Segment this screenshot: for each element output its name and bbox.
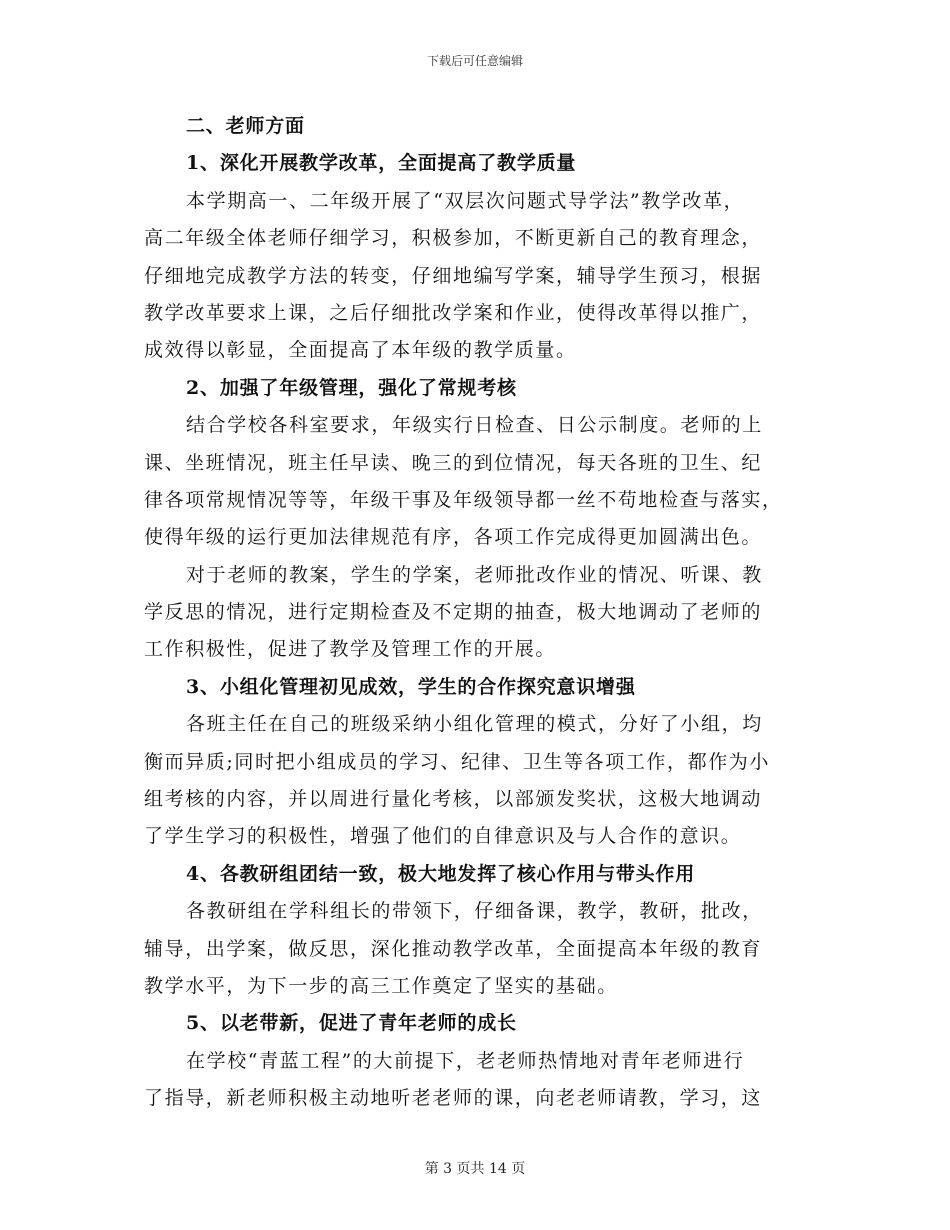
section-heading: 2、加强了年级管理，强化了常规考核	[186, 376, 517, 399]
paragraph-line: 各教研组在学科组长的带领下，仔细备课，教学，教研，批改，	[186, 900, 763, 923]
paragraph-line: 各班主任在自己的班级采纳小组化管理的模式，分好了小组，均	[186, 713, 763, 736]
document-body	[144, 108, 806, 1118]
section-heading: 3、小组化管理初见成效，学生的合作探究意识增强	[186, 675, 636, 698]
paragraph-line: 在学校“青蓝工程”的大前提下，老老师热情地对青年老师进行	[186, 1049, 745, 1072]
page-header: 下载后可任意编辑	[426, 54, 523, 68]
section-heading: 二、老师方面	[186, 115, 305, 137]
paragraph-line: 教学水平，为下一步的高三工作奠定了坚实的基础。	[144, 974, 618, 997]
paragraph-line: 教学改革要求上课，之后仔细批改学案和作业，使得改革得以推广，	[144, 301, 763, 324]
paragraph-line: 学反思的情况，进行定期检查及不定期的抽查，极大地调动了老师的	[144, 601, 763, 624]
paragraph-line: 本学期高一、二年级开展了“双层次问题式导学法”教学改革，	[186, 189, 745, 212]
paragraph-line: 组考核的内容，并以周进行量化考核，以部颁发奖状，这极大地调动	[144, 788, 763, 811]
paragraph-line: 辅导，出学案，做反思，深化推动教学改革，全面提高本年级的教育	[144, 937, 763, 960]
page-footer: 第 3 页共 14 页	[424, 1161, 526, 1177]
paragraph-line: 成效得以彰显，全面提高了本年级的教学质量。	[144, 339, 577, 362]
paragraph-line: 了学生学习的积极性，增强了他们的自律意识及与人合作的意识。	[144, 825, 742, 848]
section-heading: 1、深化开展教学改革，全面提高了教学质量	[186, 152, 577, 175]
paragraph-line: 对于老师的教案，学生的学案，老师批改作业的情况、听课、教	[186, 563, 763, 586]
paragraph-line: 结合学校各科室要求，年级实行日检查、日公示制度。老师的上	[186, 414, 763, 437]
paragraph-line: 仔细地完成教学方法的转变，仔细地编写学案，辅导学生预习，根据	[144, 264, 763, 287]
paragraph-line: 课、坐班情况，班主任早读、晚三的到位情况，每天各班的卫生、纪	[144, 451, 763, 474]
section-heading: 5、以老带新，促进了青年老师的成长	[186, 1012, 517, 1035]
paragraph-line: 律各项常规情况等等，年级干事及年级领导都一丝不苟地检查与落实，	[144, 488, 783, 511]
paragraph-line: 衡而异质;同时把小组成员的学习、纪律、卫生等各项工作，都作为小	[144, 750, 771, 773]
paragraph-line: 工作积极性，促进了教学及管理工作的开展。	[144, 638, 557, 661]
paragraph-line: 了指导，新老师积极主动地听老老师的课，向老老师请教，学习，这	[144, 1087, 763, 1110]
paragraph-line: 使得年级的运行更加法律规范有序，各项工作完成得更加圆满出色。	[144, 526, 763, 549]
section-heading: 4、各教研组团结一致，极大地发挥了核心作用与带头作用	[186, 862, 696, 885]
paragraph-line: 高二年级全体老师仔细学习，积极参加，不断更新自己的教育理念，	[144, 227, 763, 250]
